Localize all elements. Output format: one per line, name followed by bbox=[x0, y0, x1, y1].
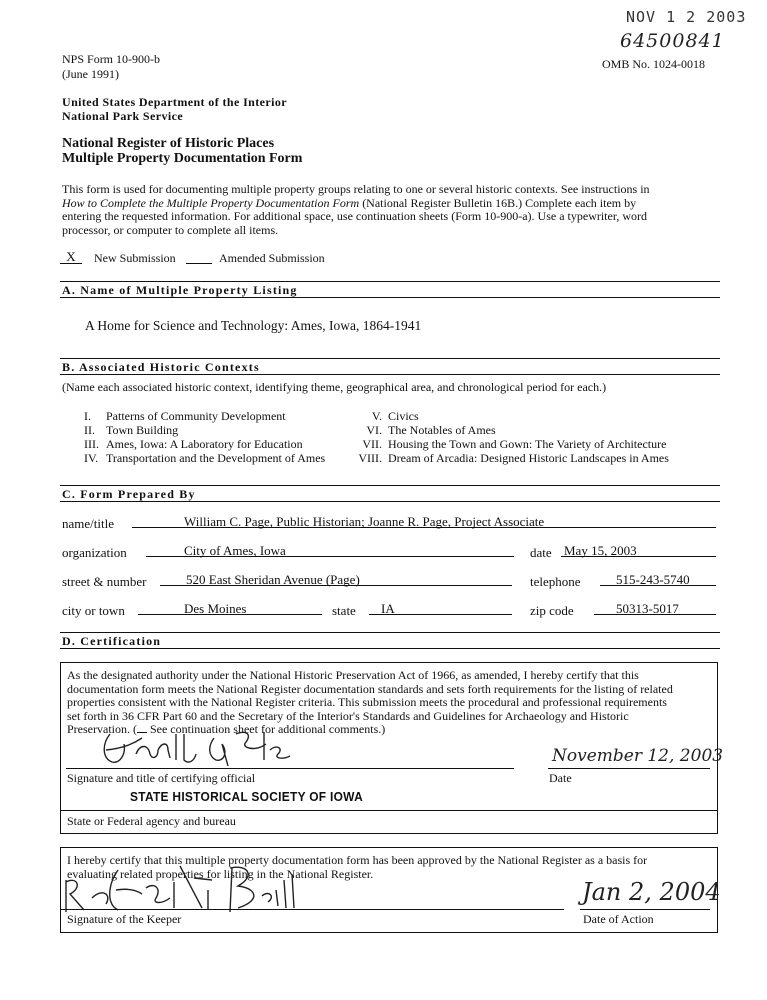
signature-label: Signature and title of certifying official bbox=[67, 771, 256, 785]
city-field[interactable]: Des Moines bbox=[138, 601, 322, 615]
keeper-signature-line bbox=[60, 909, 564, 910]
agency-label: State or Federal agency and bureau bbox=[67, 814, 236, 828]
new-submission-label: New Submission bbox=[94, 251, 176, 265]
date-label: date bbox=[530, 545, 552, 560]
new-submission-checkbox[interactable]: X bbox=[60, 249, 82, 264]
intro-line-2: How to Complete the Multiple Property Documentation Form (National Register Bulletin 16B.) Complete each item by bbox=[62, 195, 637, 210]
name-title-field[interactable]: William C. Page, Public Historian; Joanne R. Page, Project Associate bbox=[132, 514, 716, 528]
department-name: United States Department of the Interior bbox=[62, 95, 287, 109]
context-item-1: I. Patterns of Community Development bbox=[84, 409, 286, 423]
section-a-bottom-rule bbox=[60, 297, 720, 298]
section-d-top-rule bbox=[60, 632, 720, 633]
context-item-3: III. Ames, Iowa: A Laboratory for Education bbox=[84, 437, 303, 451]
street-label: street & number bbox=[62, 574, 147, 589]
form-title-line1: National Register of Historic Places bbox=[62, 136, 275, 151]
section-d-label: D. Certification bbox=[62, 634, 162, 648]
state-label: state bbox=[332, 603, 356, 618]
section-b-bottom-rule bbox=[60, 374, 720, 375]
section-d-bottom-rule bbox=[60, 648, 720, 649]
amended-submission-label: Amended Submission bbox=[219, 251, 325, 265]
section-c-bottom-rule bbox=[60, 501, 720, 502]
context-item-8: VIII. Dream of Arcadia: Designed Historic Landscapes in Ames bbox=[358, 451, 669, 465]
section-a-top-rule bbox=[60, 281, 720, 282]
zip-label: zip code bbox=[530, 603, 574, 618]
certification-date-handwritten: November 12, 2003 bbox=[552, 746, 724, 766]
context-item-6: VI. The Notables of Ames bbox=[366, 423, 496, 437]
keeper-label: Signature of the Keeper bbox=[67, 912, 182, 926]
intro-line-4: processor, or computer to complete all items. bbox=[62, 222, 279, 237]
section-c-label: C. Form Prepared By bbox=[62, 487, 196, 501]
intro-line-3: entering the requested information. For additional space, use continuation sheets (Form 10-900-a). Use a typewriter, word bbox=[62, 209, 648, 223]
section-b-top-rule bbox=[60, 358, 720, 359]
section-a-label: A. Name of Multiple Property Listing bbox=[62, 283, 298, 297]
context-item-7: VII. Housing the Town and Gown: The Variety of Architecture bbox=[362, 437, 667, 451]
organization-field[interactable]: City of Ames, Iowa bbox=[146, 543, 514, 557]
form-title-line2: Multiple Property Documentation Form bbox=[62, 151, 303, 166]
reference-number-handwritten: 64500841 bbox=[620, 30, 725, 52]
state-field[interactable]: IA bbox=[369, 601, 512, 615]
agency-stamp: STATE HISTORICAL SOCIETY OF IOWA bbox=[130, 789, 363, 804]
street-field[interactable]: 520 East Sheridan Avenue (Page) bbox=[160, 572, 512, 586]
section-c-top-rule bbox=[60, 485, 720, 486]
omb-number: OMB No. 1024-0018 bbox=[602, 57, 706, 71]
intro-line-1: This form is used for documenting multiple property groups relating to one or several historic contexts. See instructions in bbox=[62, 182, 650, 196]
telephone-label: telephone bbox=[530, 574, 581, 589]
certification-date-label: Date bbox=[549, 771, 572, 785]
section-b-label: B. Associated Historic Contexts bbox=[62, 360, 260, 374]
certifying-official-signature bbox=[96, 724, 306, 772]
context-item-5: V. Civics bbox=[371, 409, 419, 423]
agency-line bbox=[60, 810, 718, 811]
action-date-handwritten: Jan 2, 2004 bbox=[582, 878, 721, 906]
bulletin-title: How to Complete the Multiple Property Documentation Form bbox=[62, 195, 360, 210]
certification-paragraph: As the designated authority under the National Historic Preservation Act of 1966, as amended, I hereby certify that this documentation form meets the National Register documentation standards and sets forth requirements for the listing of related properties consistent with the National Register criteria. This submission meets the procedural and professional requirements set forth in 36 CFR Part 60 and the Secretary of the Interior's Standards and Guidelines for Archaeology and Historic Preservation. ( See continuation sheet for additional comments.) bbox=[67, 668, 673, 736]
service-name: National Park Service bbox=[62, 109, 184, 123]
date-line bbox=[548, 768, 710, 769]
form-number: NPS Form 10-900-b bbox=[62, 52, 161, 66]
city-label: city or town bbox=[62, 603, 125, 618]
zip-field[interactable]: 50313-5017 bbox=[594, 601, 716, 615]
action-date-line bbox=[580, 909, 710, 910]
name-title-label: name/title bbox=[62, 516, 114, 531]
intro-paragraph bbox=[62, 183, 722, 237]
action-date-label: Date of Action bbox=[583, 912, 654, 926]
multiple-property-name: A Home for Science and Technology: Ames, Iowa, 1864-1941 bbox=[85, 318, 422, 333]
context-item-4: IV. Transportation and the Development of Ames bbox=[84, 451, 326, 465]
keeper-paragraph: I hereby certify that this multiple property documentation form has been approved by the National Register as a basis for evaluating related properties for listing in the National Register. bbox=[67, 853, 648, 881]
organization-label: organization bbox=[62, 545, 127, 560]
signature-line bbox=[66, 768, 514, 769]
telephone-field[interactable]: 515-243-5740 bbox=[600, 572, 716, 586]
contexts-instructions: (Name each associated historic context, identifying theme, geographical area, and chronological period for each.) bbox=[62, 380, 607, 394]
form-date: (June 1991) bbox=[62, 67, 119, 81]
date-field[interactable]: May 15, 2003 bbox=[561, 543, 716, 557]
received-date-stamp: NOV 1 2 2003 bbox=[626, 8, 747, 26]
amended-submission-checkbox[interactable] bbox=[186, 249, 212, 264]
context-item-2: II. Town Building bbox=[84, 423, 179, 437]
